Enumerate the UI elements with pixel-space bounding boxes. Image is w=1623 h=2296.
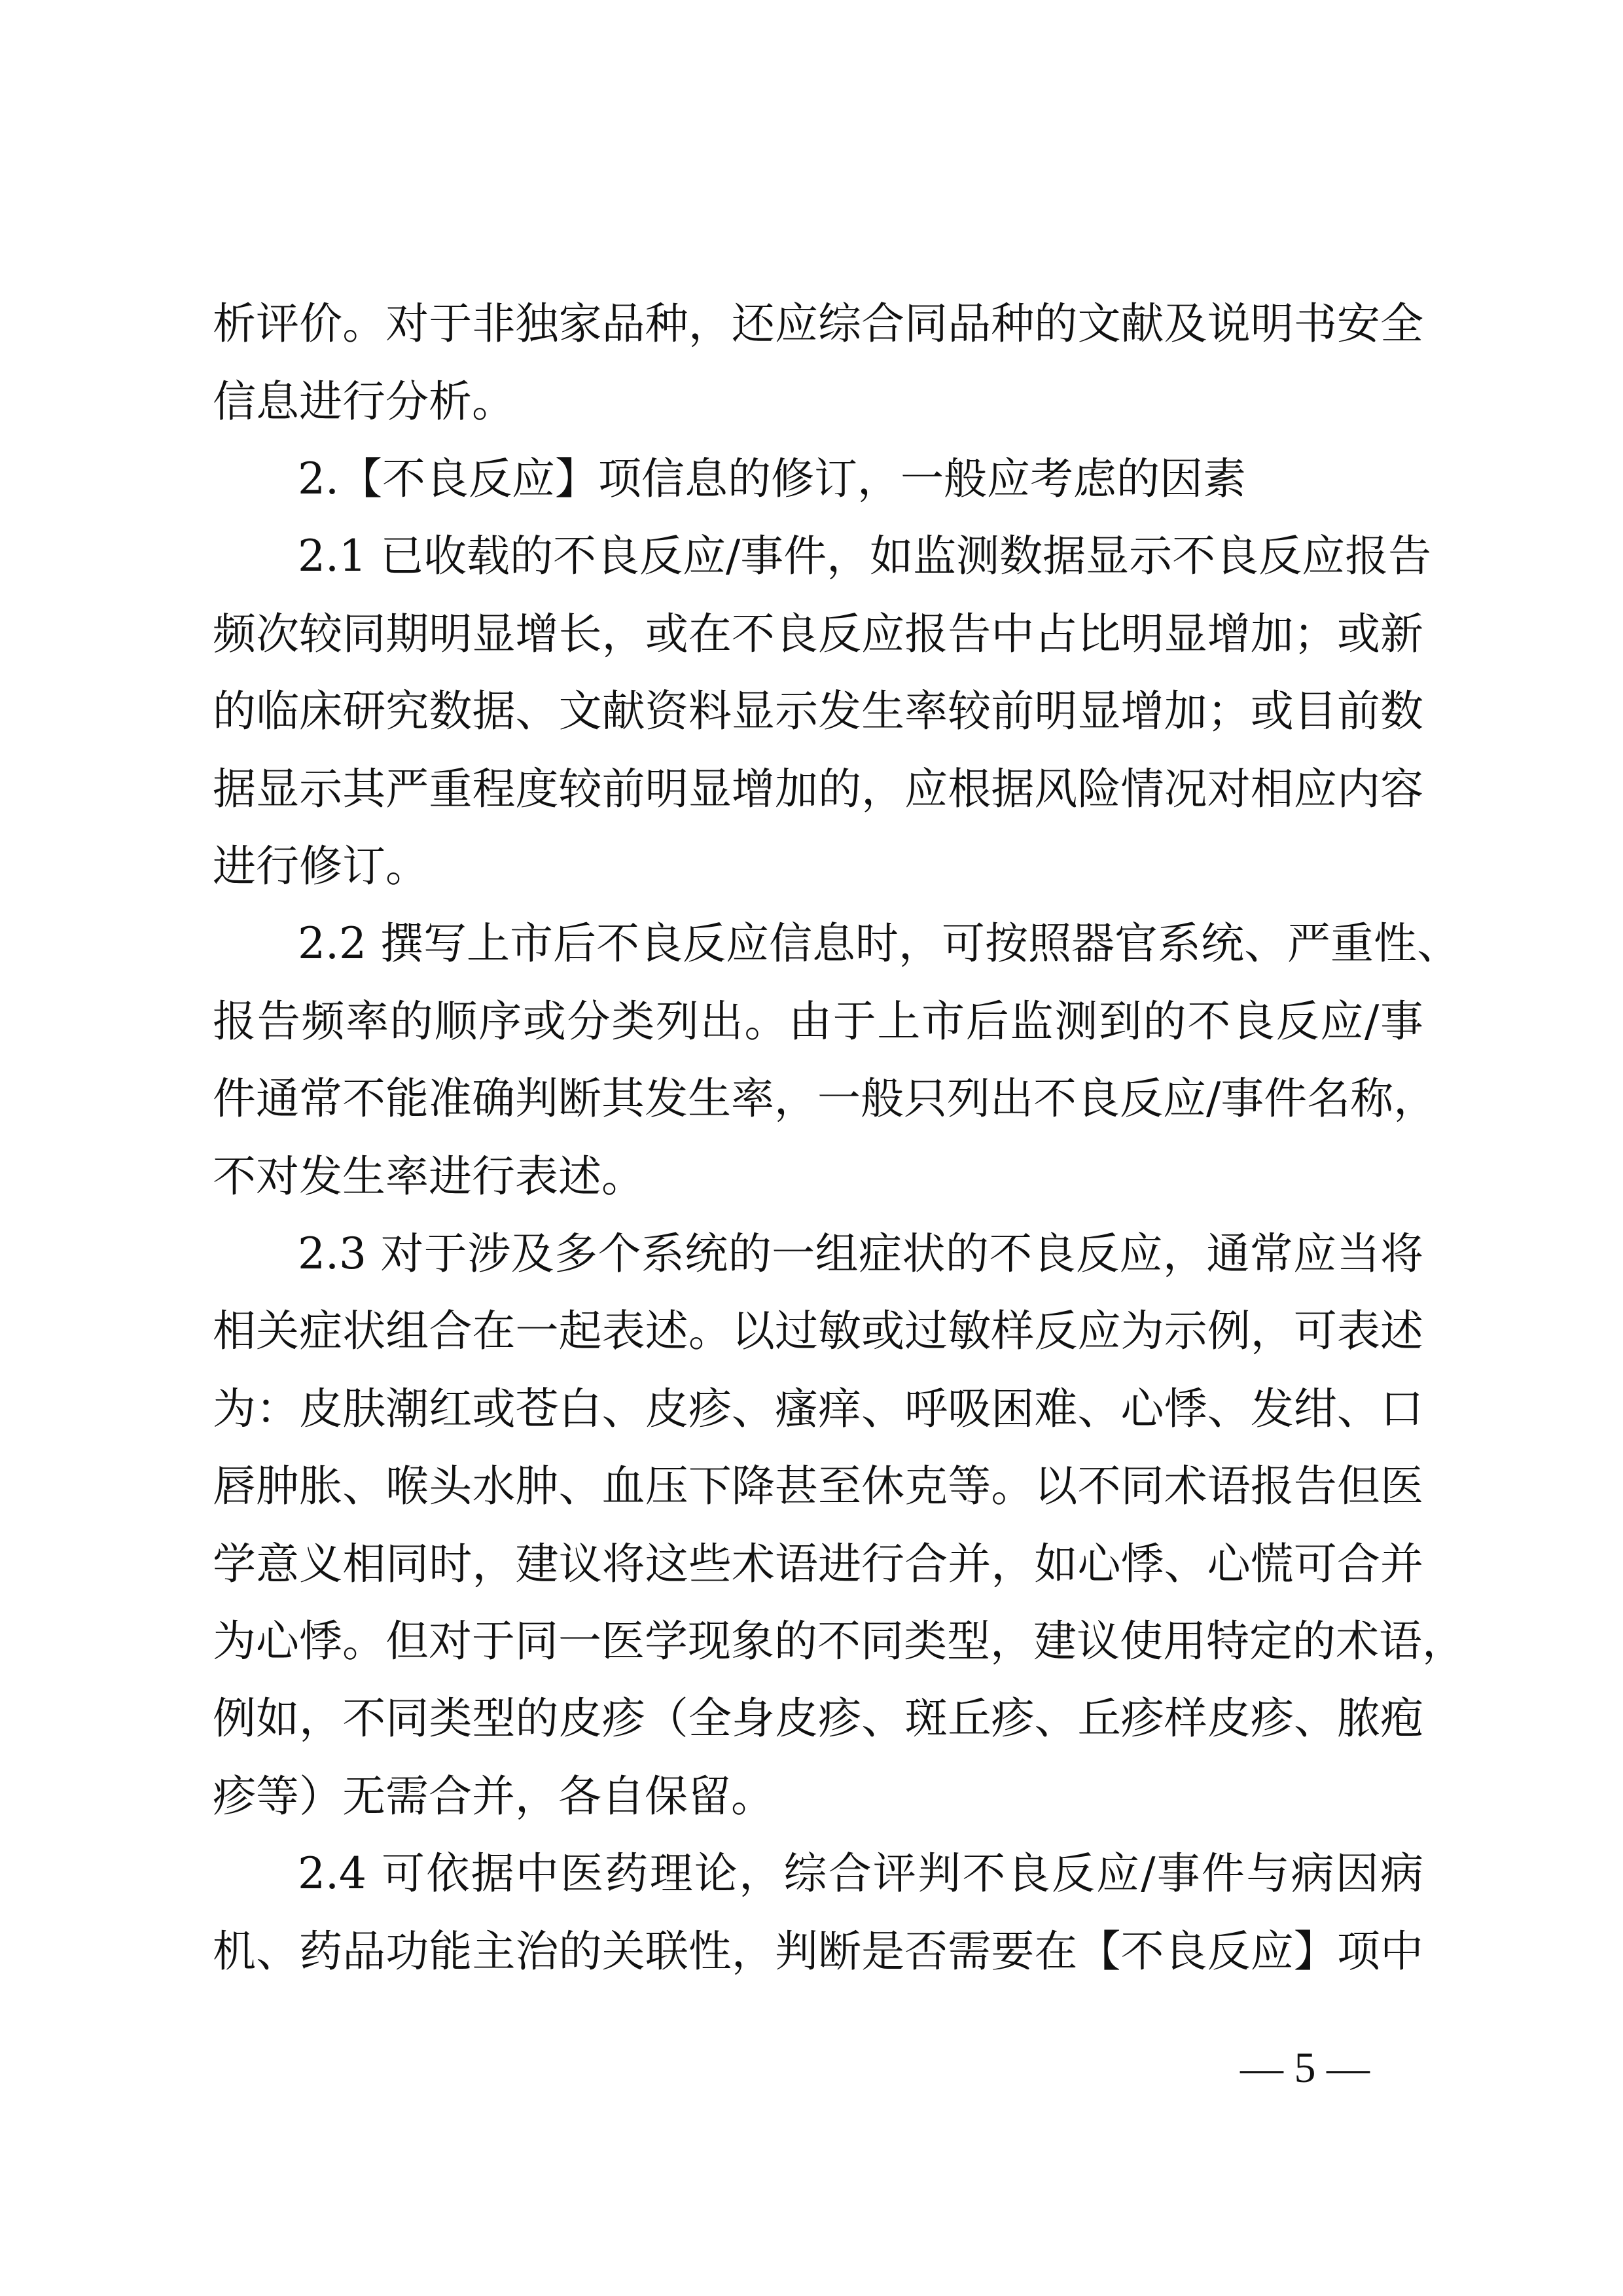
text-line: 2.3 对于涉及多个系统的一组症状的不良反应，通常应当将 [298,1229,1423,1279]
page-number: — 5 — [1240,2044,1370,2092]
text-line: 据显示其严重程度较前明显增加的，应根据风险情况对相应内容 [213,764,1423,814]
text-line: 信息进行分析。 [213,376,515,427]
text-line: 的临床研究数据、文献资料显示发生率较前明显增加；或目前数 [213,686,1423,736]
text-line: 例如，不同类型的皮疹（全身皮疹、斑丘疹、丘疹样皮疹、脓疱 [213,1693,1423,1744]
text-line: 不对发生率进行表述。 [213,1151,645,1202]
text-line: 2.1 已收载的不良反应/事件，如监测数据显示不良反应报告 [298,531,1432,581]
text-line: 为：皮肤潮红或苍白、皮疹、瘙痒、呼吸困难、心悸、发绀、口 [213,1384,1423,1434]
section-heading: 2.【不良反应】项信息的修订，一般应考虑的因素 [298,454,1246,504]
text-line: 件通常不能准确判断其发生率，一般只列出不良反应/事件名称， [213,1073,1437,1124]
text-line: 报告频率的顺序或分类列出。由于上市后监测到的不良反应/事 [213,996,1423,1047]
text-line: 唇肿胀、喉头水肿、血压下降甚至休克等。以不同术语报告但医 [213,1461,1423,1511]
text-line: 2.4 可依据中医药理论，综合评判不良反应/事件与病因病 [298,1848,1423,1899]
text-line: 机、药品功能主治的关联性，判断是否需要在【不良反应】项中 [213,1926,1423,1977]
text-line: 2.2 撰写上市后不良反应信息时，可按照器官系统、严重性、 [298,918,1460,969]
text-line: 相关症状组合在一起表述。以过敏或过敏样反应为示例，可表述 [213,1306,1423,1356]
text-line: 析评价。对于非独家品种，还应综合同品种的文献及说明书安全 [213,298,1423,349]
text-line: 频次较同期明显增长，或在不良反应报告中占比明显增加；或新 [213,609,1423,659]
text-line: 疹等）无需合并，各自保留。 [213,1771,774,1821]
text-line: 学意义相同时，建议将这些术语进行合并，如心悸、心慌可合并 [213,1539,1423,1589]
text-line: 进行修订。 [213,841,429,891]
text-line: 为心悸。但对于同一医学现象的不同类型，建议使用特定的术语， [213,1616,1465,1666]
